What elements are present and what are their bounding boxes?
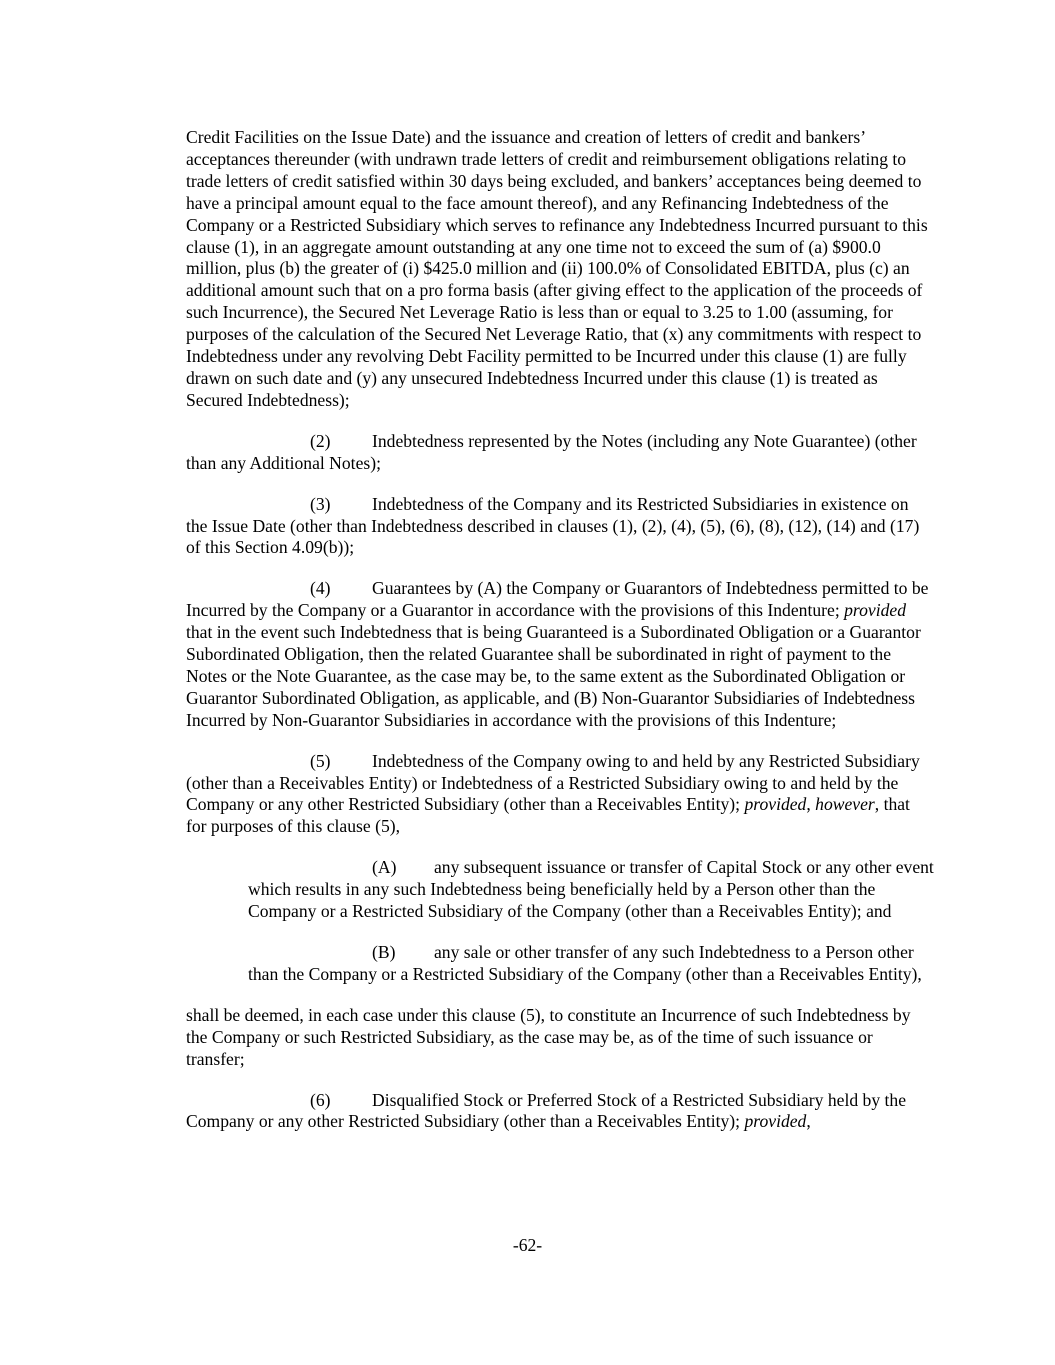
paragraph-text: Credit Facilities on the Issue Date) and the issuance and creation of letters of credit and bankers’ acceptances thereunder (with undrawn trade letters of credit and reimbursement obligations relating to trade letters of credit satisfied within 30 days being excluded, and bankers’ acceptances being deemed to have a principal amount equal to the face amount thereof), and any Refinancing Indebtedness of the Company or a Restricted Subsidiary which serves to refinance any Indebtedness Incurred pursuant to this clause (1), in an aggregate amount outstanding at any one time not to exceed the sum of (a) $900.0 million, plus (b) the greater of (i) $425.0 million and (ii) 100.0% of Consolidated EBITDA, plus (c) an additional amount such that on a pro forma basis (after giving effect to the application of the proceeds of such Incurrence), the Secured Net Leverage Ratio is less than or equal to 3.25 to 1.00 (assuming, for purposes of the calculation of the Secured Net Leverage Ratio, that (x) any commitments with respect to Indebtedness under any revolving Debt Facility permitted to be Incurred under this clause (1) are fully drawn on such date and (y) any unsecured Indebtedness Incurred under this clause (1) is treated as Secured Indebtedness); (186, 127, 928, 410)
paragraph-clause-5-a (248, 857, 934, 923)
page-number: -62- (512, 1235, 543, 1255)
paragraph-text: , that for purposes of this clause (5), (186, 794, 910, 837)
clause-label: (2) (310, 430, 331, 451)
paragraph-text: Indebtedness of the Company owing to and held by any Restricted Subsidiary (other than a Receivables Entity) or Indebtedness of a Restricted Subsidiary owing to and held by the Company or any other Restricted Subsidiary (other than a Receivables Entity); (186, 750, 920, 815)
punctuation: , (806, 1111, 811, 1132)
paragraph-clause-2 (186, 431, 934, 475)
paragraph-clause-5-b (248, 942, 934, 986)
paragraph-text: shall be deemed, in each case under this clause (5), to constitute an Incurrence of such Indebtedness by the Company or such Restricted Subsidiary, as the case may be, as of the time of such issuance or transfer; (186, 1004, 911, 1069)
clause-label: (5) (310, 750, 331, 771)
italic-term: provided (744, 794, 807, 815)
italic-term: however (815, 794, 875, 815)
paragraph-clause-4 (186, 578, 934, 731)
paragraph-clause-3 (186, 494, 934, 560)
paragraph-clause-5 (186, 751, 934, 839)
paragraph-text: that in the event such Indebtedness that is being Guaranteed is a Subordinated Obligation or a Guarantor Subordinated Obligation, then the related Guarantee shall be subordinated in right of payment to the Notes or the Note Guarantee, as the case may be, to the same extent as the Subordinated Obligation or Guarantor Subordinated Obligation, as applicable, and (B) Non-Guarantor Subsidiaries of Indebtedness Incurred by Non-Guarantor Subsidiaries in accordance with the provisions of this Indenture; (186, 622, 921, 730)
clause-label: (3) (310, 493, 331, 514)
italic-term: provided (844, 600, 906, 621)
document-body (186, 127, 934, 1152)
clause-label: (B) (372, 942, 396, 962)
paragraph-text: any subsequent issuance or transfer of Capital Stock or any other event which results in any such Indebtedness being beneficially held by a Person other than the Company or a Restricted Subsidiary of the Company (other than a Receivables Entity); and (248, 857, 934, 922)
paragraph-clause-1-continuation (186, 127, 934, 412)
clause-label: (A) (372, 857, 397, 878)
paragraph-clause-5-tail (186, 1005, 934, 1071)
paragraph-text: Disqualified Stock or Preferred Stock of a Restricted Subsidiary held by the Company or any other Restricted Subsidiary (other than a Receivables Entity); (186, 1089, 907, 1132)
separator: , (806, 794, 816, 815)
italic-term: provided (744, 1111, 807, 1132)
paragraph-clause-6 (186, 1090, 934, 1134)
paragraph-text: Indebtedness represented by the Notes (including any Note Guarantee) (other than any Additional Notes); (186, 430, 917, 473)
clause-label: (4) (310, 578, 331, 599)
paragraph-text: any sale or other transfer of any such Indebtedness to a Person other than the Company or a Restricted Subsidiary of the Company (other than a Receivables Entity), (248, 942, 922, 984)
paragraph-text: Indebtedness of the Company and its Restricted Subsidiaries in existence on the Issue Date (other than Indebtedness described in clauses (1), (2), (4), (5), (6), (8), (12), (14) and (17) of this Section 4.09(b)); (186, 493, 920, 558)
paragraph-text: Guarantees by (A) the Company or Guarantors of Indebtedness permitted to be Incurred by the Company or a Guarantor in accordance with the provisions of this Indenture; (186, 578, 929, 621)
clause-label: (6) (310, 1089, 331, 1110)
